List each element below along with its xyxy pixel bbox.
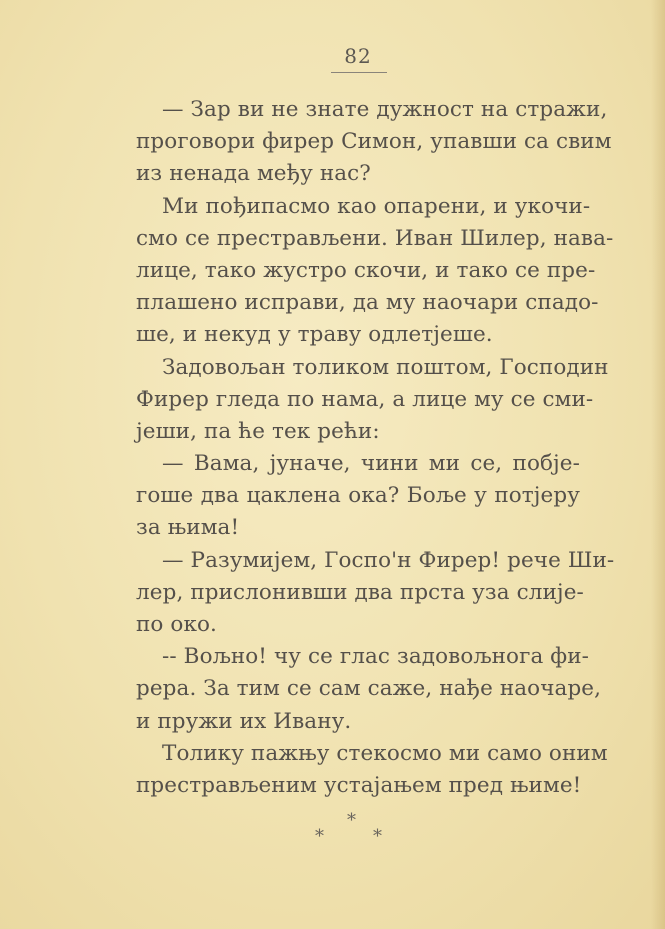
page-number-rule xyxy=(331,72,387,73)
text-line: ше, и некуд у траву одлетјеше. xyxy=(136,322,493,348)
asterisk-left: * xyxy=(315,826,324,847)
text-line: по око. xyxy=(136,612,217,637)
text-line: Толику пажњу стекосмо ми само оним xyxy=(162,740,608,766)
text-line: — Зар ви не знате дужност на стражи, xyxy=(162,97,608,122)
text-line: Фирер гледа по нама, а лице му се сми- xyxy=(136,386,594,412)
text-line: за њима! xyxy=(136,515,240,541)
text-line: из ненада међу нас? xyxy=(136,161,371,187)
text-line: плашено исправи, да му наочари спадо- xyxy=(136,290,599,316)
text-line: лице, тако жустро скочи, и тако се пре- xyxy=(136,257,596,283)
text-line: јеши, па ће тек рећи: xyxy=(136,418,380,444)
asterisk-right: * xyxy=(373,826,382,847)
text-line: гоше два цаклена ока? Боље у потјеру xyxy=(136,483,580,509)
text-line: и пружи их Ивану. xyxy=(136,708,352,734)
page-edge-shadow xyxy=(651,0,665,929)
asterism-ornament xyxy=(315,810,395,850)
text-line: — Вама, јуначе, чини ми се, побје- xyxy=(162,451,580,477)
text-line: смо се престрављени. Иван Шилер, нава- xyxy=(136,225,614,251)
text-line: Ми пођипасмо као опарени, и укочи- xyxy=(162,193,591,219)
text-line: лер, прислонивши два прста уза слије- xyxy=(136,579,584,605)
text-line: — Разумијем, Госпо'н Фирер! рече Ши- xyxy=(162,547,615,573)
text-line: Задовољан толиком поштом, Господин xyxy=(162,354,609,380)
text-line: проговори фирер Симон, упавши са свим xyxy=(136,129,612,155)
text-line: престрављеним устајањем пред њиме! xyxy=(136,772,582,798)
asterisk-top: * xyxy=(347,810,356,831)
page-text xyxy=(136,94,615,802)
page-number: 82 xyxy=(344,44,372,68)
text-line: рера. За тим се сам саже, нађе наочаре, xyxy=(136,676,602,702)
text-line: -- Вољно! чу се глас задовољнога фи- xyxy=(162,644,590,670)
